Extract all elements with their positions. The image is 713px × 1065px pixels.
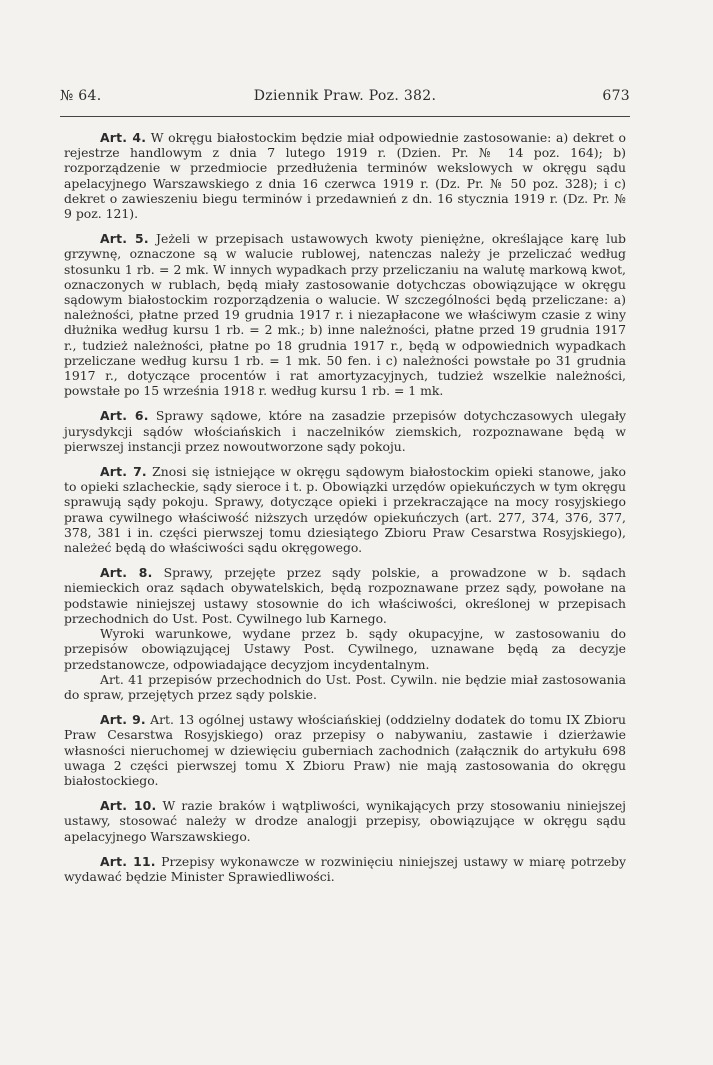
document-page	[60, 0, 630, 1065]
article-label: Art. 5.	[100, 231, 149, 247]
article-text: W razie braków i wątpliwości, wynikających przy stosowaniu niniejszej ustawy, stosować należy w drodze analogji przepisy, obowiązujące w okręgu sądu apelacyjnego Warszawskiego.	[64, 798, 626, 844]
article-label: Art. 9.	[100, 712, 146, 728]
article-paragraph	[64, 712, 626, 788]
article-text: Art. 41 przepisów przechodnich do Ust. Post. Cywiln. nie będzie miał zastosowania do spraw, przejętych przez sądy polskie.	[64, 671, 626, 702]
article-label: Art. 8.	[100, 565, 153, 581]
article-label: Art. 11.	[100, 853, 156, 869]
article-paragraph	[64, 626, 626, 672]
journal-title: Dziennik Praw. Poz. 382.	[253, 88, 437, 104]
issue-number: № 64.	[60, 88, 102, 104]
page-header	[60, 88, 630, 110]
article-text: Przepisy wykonawcze w rozwinięciu niniejszej ustawy w miarę potrzeby wydawać będzie Minister Sprawiedliwości.	[64, 853, 626, 884]
article-paragraph	[64, 408, 626, 454]
article-label: Art. 10.	[100, 798, 157, 814]
article-paragraph	[64, 464, 626, 555]
article-paragraph	[64, 130, 626, 221]
article-text: Znosi się istniejące w okręgu sądowym białostockim opieki stanowe, jako to opieki szlacheckie, sądy sieroce i t. p. Obowiązki urzędów opiekuńczych w tym okręgu sprawują sądy pokoju. Sprawy, dotyczące opieki i przekraczające na mocy rosyjskiego prawa cywilnego właściwość niższych urzędów opiekuńczych (art. 277, 374, 376, 377, 378, 381 i in. części pierwszej tomu dziesiątego Zbioru Praw Cesarstwa Rosyjskiego), należeć będą do właściwości sądu okręgowego.	[64, 464, 626, 556]
article-paragraph	[64, 798, 626, 844]
article-text: Jeżeli w przepisach ustawowych kwoty pieniężne, określające karę lub grzywnę, oznaczone są w walucie rublowej, natenczas należy je przeliczać według stosunku 1 rb. = 2 mk. W innych wypadkach przy przeliczaniu na walutę markową kwot, oznaczonych w rublach, będą miały zastosowanie dotychczas obowiązujące w okręgu sądowym białostockim rozporządzenia o walucie. W szczególności będą przeliczane: a) należności, płatne przed 19 grudnia 1917 r. i niezapłacone we właściwym czasie z winy dłużnika według kursu 1 rb. = 2 mk.; b) inne należności, płatne przed 19 grudnia 1917 r., tudzież należności, płatne po 18 grudnia 1917 r., będą w odpowiednich wypadkach przeliczane według kursu 1 rb. = 1 mk. 50 fen. i c) należności powstałe po 31 grudnia 1917 r., dotyczące procentów i rat amortyzacyjnych, tudzież wszelkie należności, powstałe po 15 września 1918 r. według kursu 1 rb. = 1 mk.	[64, 231, 626, 399]
article-paragraph	[64, 231, 626, 398]
document-body	[64, 130, 626, 884]
article-paragraph	[64, 565, 626, 626]
article-text: W okręgu białostockim będzie miał odpowiednie zastosowanie: a) dekret o rejestrze handlowym z dnia 7 lutego 1919 r. (Dzien. Pr. № 14 poz. 164); b) rozporządzenie w przedmiocie przedłużenia terminów wekslowych w okręgu sądu apelacyjnego Warszawskiego z dnia 16 czerwca 1919 r. (Dz. Pr. № 50 poz. 328); i c) dekret o zawieszeniu biegu terminów i przedawnień z dn. 16 stycznia 1919 r. (Dz. Pr. № 9 poz. 121).	[64, 130, 627, 222]
article-label: Art. 6.	[100, 408, 149, 424]
page-number: 673	[602, 88, 630, 104]
article-text: Sprawy sądowe, które na zasadzie przepisów dotychczasowych ulegały jurysdykcji sądów włościańskich i naczelników ziemskich, rozpoznawane będą w pierwszej instancji przez nowoutworzone sądy pokoju.	[64, 408, 627, 454]
article-text: Wyroki warunkowe, wydane przez b. sądy okupacyjne, w zastosowaniu do przepisów obowiązującej Ustawy Post. Cywilnego, uznawane będą za decyzje przedstanowcze, odpowiadające decyzjom incydentalnym.	[64, 626, 626, 672]
article-text: Art. 13 ogólnej ustawy włościańskiej (oddzielny dodatek do tomu IX Zbioru Praw Cesarstwa Rosyjskiego) oraz przepisy o nabywaniu, zastawie i dzierżawie własności nieruchomej w dziewięciu guberniach zachodnich (załącznik do artykułu 698 uwaga 2 części pierwszej tomu X Zbioru Praw) nie mają zastosowania do okręgu białostockiego.	[64, 712, 626, 788]
header-rule	[60, 116, 630, 117]
article-label: Art. 7.	[100, 464, 147, 480]
article-label: Art. 4.	[100, 130, 147, 145]
article-paragraph	[64, 854, 626, 884]
article-paragraph	[64, 672, 626, 702]
article-text: Sprawy, przejęte przez sądy polskie, a prowadzone w b. sądach niemieckich oraz sądach obywatelskich, będą rozpoznawane przez sądy, powołane na podstawie niniejszej ustawy stosownie do ich właściwości, określonej w przepisach przechodnich do Ust. Post. Cywilnego lub Karnego.	[64, 565, 627, 626]
